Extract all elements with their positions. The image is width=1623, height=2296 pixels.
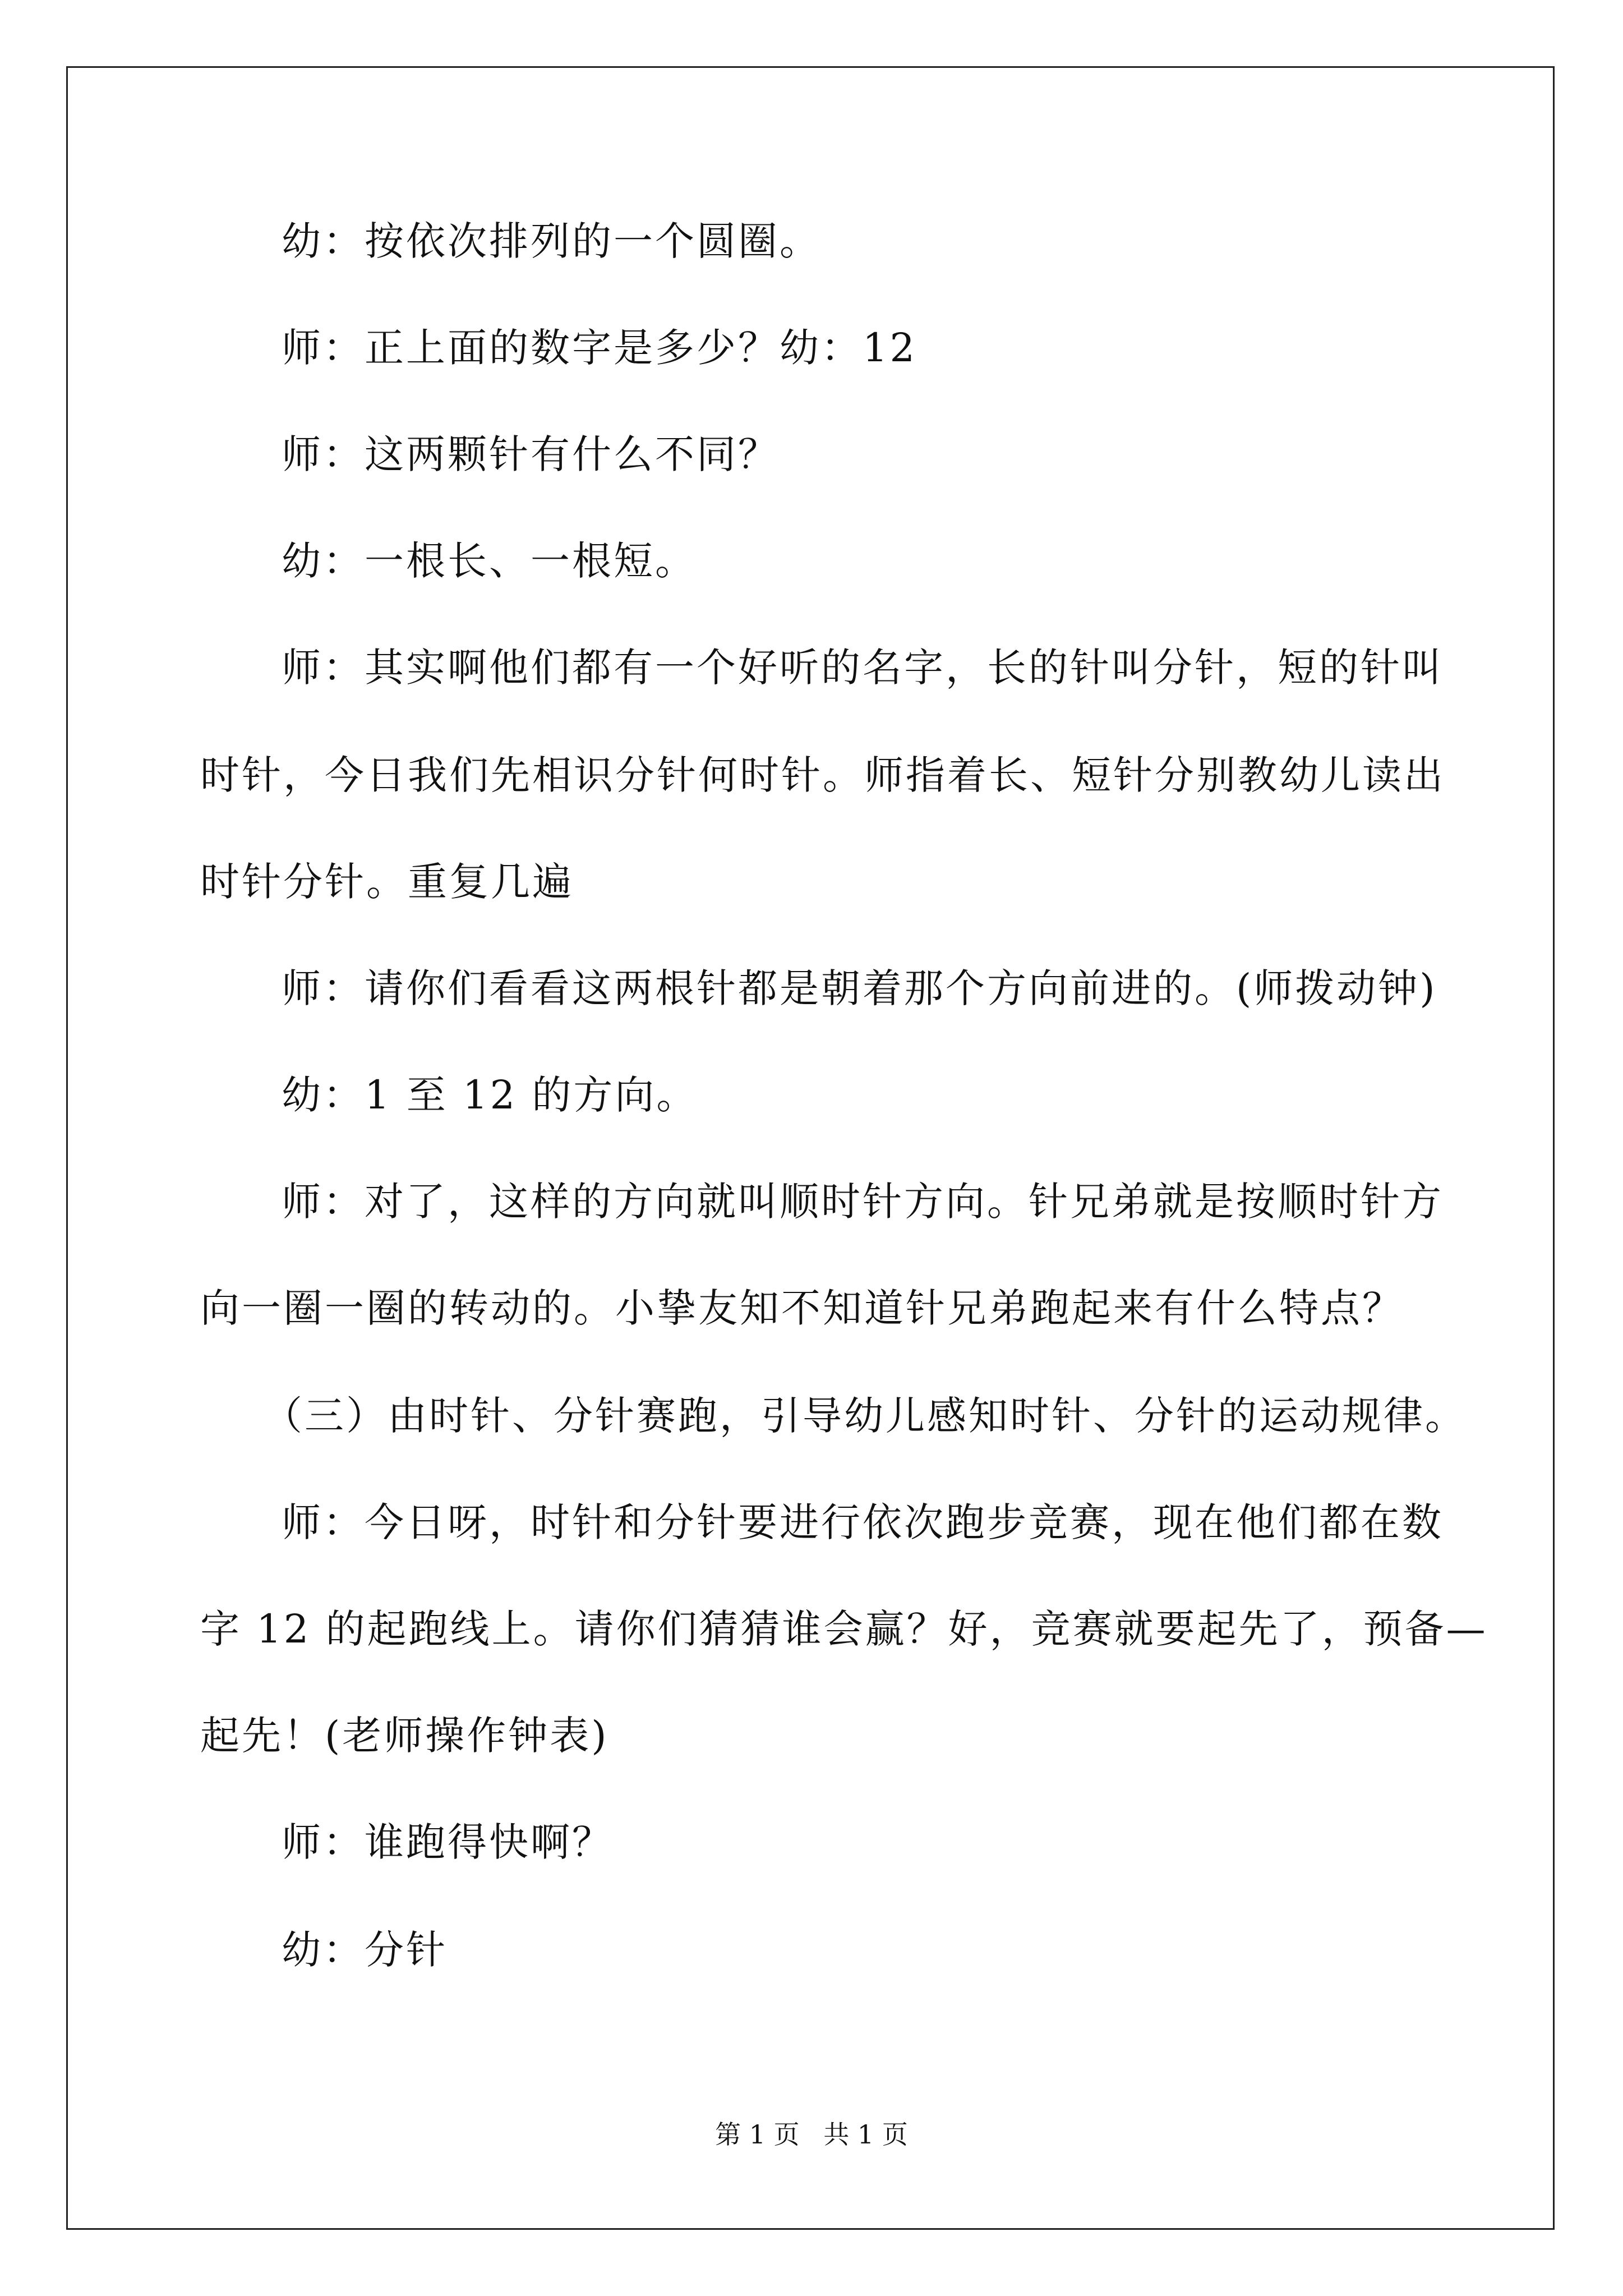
page-number-total: 共 1 页 <box>823 2119 908 2150</box>
paragraph-line: 师：对了，这样的方向就叫顺时针方向。针兄弟就是按顺时针方 <box>282 1179 1444 1225</box>
paragraph-line: 师：今日呀，时针和分针要进行依次跑步竞赛，现在他们都在数 <box>282 1499 1444 1545</box>
paragraph-line: 起先！(老师操作钟表) <box>200 1713 609 1759</box>
section-heading: （三）由时针、分针赛跑，引导幼儿感知时针、分针的运动规律。 <box>263 1393 1467 1439</box>
paragraph-line: 幼：分针 <box>282 1927 448 1973</box>
paragraph-line: 师：其实啊他们都有一个好听的名字，长的针叫分针，短的针叫 <box>282 645 1444 691</box>
paragraph-line: 字 12 的起跑线上。请你们猜猜谁会赢？好，竞赛就要起先了，预备— <box>200 1606 1488 1652</box>
paragraph-line: 师：正上面的数字是多少？幼：12 <box>282 325 917 371</box>
paragraph-line: 幼：一根长、一根短。 <box>282 538 697 584</box>
page-footer <box>0 2118 1623 2151</box>
paragraph-line: 师：请你们看看这两根针都是朝着那个方向前进的。(师拨动钟) <box>282 965 1437 1011</box>
page-number-current: 第 1 页 <box>715 2119 800 2150</box>
paragraph-line: 师：这两颗针有什么不同？ <box>282 431 780 477</box>
paragraph-line: 幼：1 至 12 的方向。 <box>282 1072 698 1118</box>
paragraph-line: 时针，今日我们先相识分针何时针。师指着长、短针分别教幼儿读出 <box>200 752 1445 798</box>
paragraph-line: 幼：按依次排列的一个圆圈。 <box>282 218 821 264</box>
paragraph-line: 向一圈一圈的转动的。小挚友知不知道针兄弟跑起来有什么特点？ <box>200 1285 1404 1331</box>
paragraph-line: 时针分针。重复几遍 <box>200 859 574 905</box>
page-border <box>66 66 1555 2230</box>
paragraph-line: 师：谁跑得快啊？ <box>282 1819 614 1865</box>
